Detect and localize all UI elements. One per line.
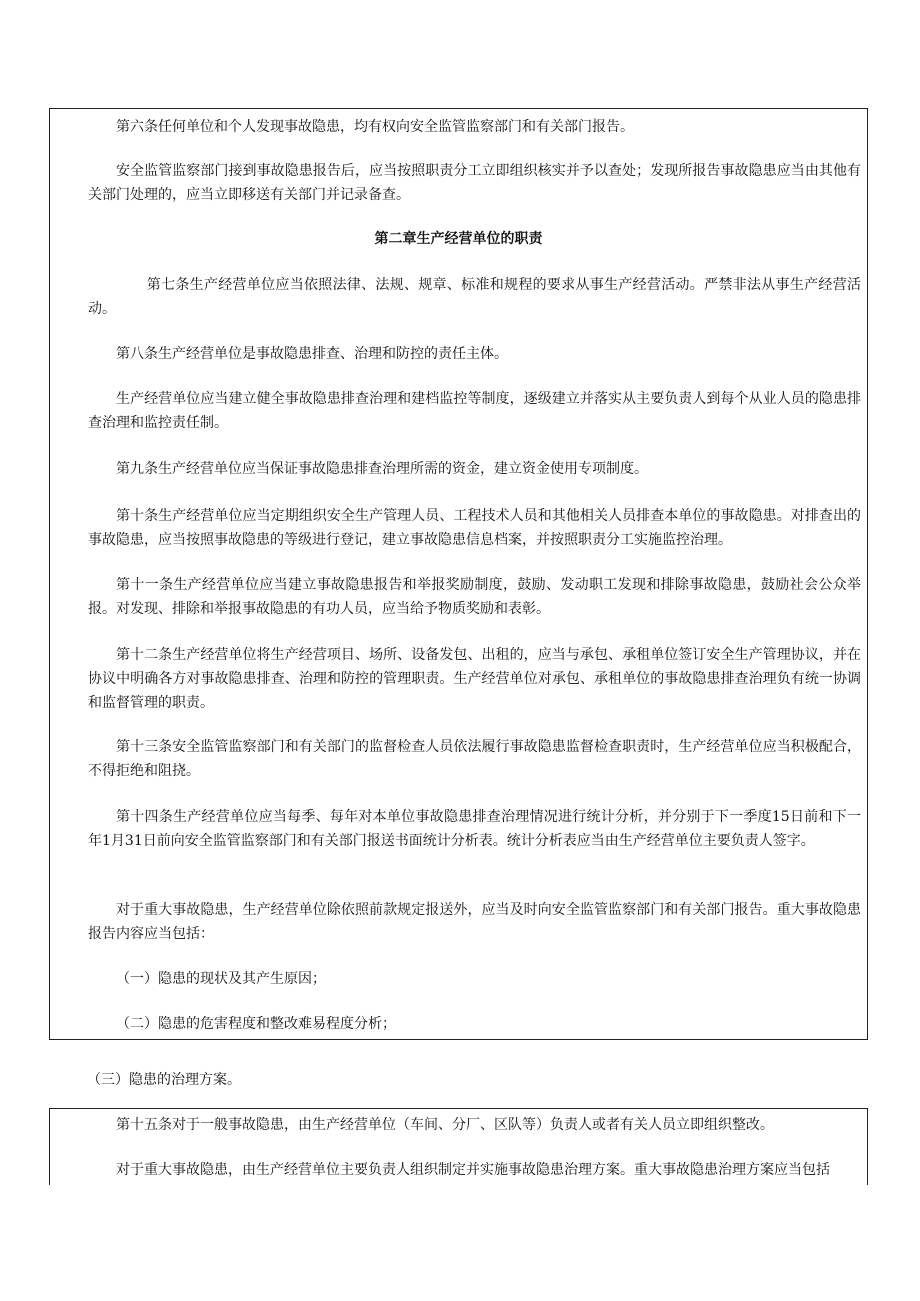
article-15: 第十五条对于一般事故隐患，由生产经营单位（车间、分厂、区队等）负责人或者有关人员立即组织整改。 [116, 1117, 774, 1133]
item-2: （二）隐患的危害程度和整改难易程度分析； [116, 1016, 396, 1032]
article-14-para-2: 对于重大事故隐患，生产经营单位除依照前款规定报送外，应当及时向安全监管监察部门和有关部门报告。重大事故隐患报告内容应当包括： [88, 902, 861, 942]
article-7: 第七条生产经营单位应当依照法律、法规、规章、标准和规程的要求从事生产经营活动。严禁非法从事生产经营活动。 [88, 277, 861, 317]
chapter-heading: 第二章生产经营单位的职责 [374, 231, 543, 247]
article-6-para-2: 安全监管监察部门接到事故隐患报告后，应当按照职责分工立即组织核实并予以查处；发现所报告事故隐患应当由其他有关部门处理的，应当立即移送有关部门并记录备查。 [88, 163, 861, 203]
article-12: 第十二条生产经营单位将生产经营项目、场所、设备发包、出租的，应当与承包、承租单位签订安全生产管理协议，并在协议中明确各方对事故隐患排查、治理和防控的管理职责。生产经营单位对承包、承租单位的事故隐患排查治理负有统一协调和监督管理的职责。 [88, 647, 861, 711]
article-8-para-2: 生产经营单位应当建立健全事故隐患排查治理和建档监控等制度，逐级建立并落实从主要负责人到每个从业人员的隐患排查治理和监控责任制。 [88, 391, 861, 431]
item-1: （一）隐患的现状及其产生原因； [116, 971, 326, 987]
article-15-para-2: 对于重大事故隐患，由生产经营单位主要负责人组织制定并实施事故隐患治理方案。重大事故隐患治理方案应当包括 [116, 1162, 830, 1178]
article-10: 第十条生产经营单位应当定期组织安全生产管理人员、工程技术人员和其他相关人员排查本单位的事故隐患。对排查出的事故隐患，应当按照事故隐患的等级进行登记，建立事故隐患信息档案，并按照职责分工实施监控治理。 [88, 508, 861, 548]
article-6: 第六条任何单位和个人发现事故隐患，均有权向安全监管监察部门和有关部门报告。 [116, 119, 634, 135]
article-13: 第十三条安全监管监察部门和有关部门的监督检查人员依法履行事故隐患监督检查职责时，生产经营单位应当积极配合，不得拒绝和阻挠。 [88, 739, 861, 779]
article-14: 第十四条生产经营单位应当每季、每年对本单位事故隐患排查治理情况进行统计分析，并分别于下一季度15日前和下一年1月31日前向安全监管监察部门和有关部门报送书面统计分析表。统计分析表应当由生产经营单位主要负责人签字。 [88, 809, 861, 849]
text-frame-top [49, 108, 868, 1040]
article-9: 第九条生产经营单位应当保证事故隐患排查治理所需的资金，建立资金使用专项制度。 [116, 461, 648, 477]
text-frame-bottom [49, 1108, 868, 1185]
item-3: （三）隐患的治理方案。 [87, 1072, 241, 1088]
article-8: 第八条生产经营单位是事故隐患排查、治理和防控的责任主体。 [116, 346, 508, 362]
article-11: 第十一条生产经营单位应当建立事故隐患报告和举报奖励制度，鼓励、发动职工发现和排除事故隐患，鼓励社会公众举报。对发现、排除和举报事故隐患的有功人员，应当给予物质奖励和表彰。 [88, 577, 861, 617]
